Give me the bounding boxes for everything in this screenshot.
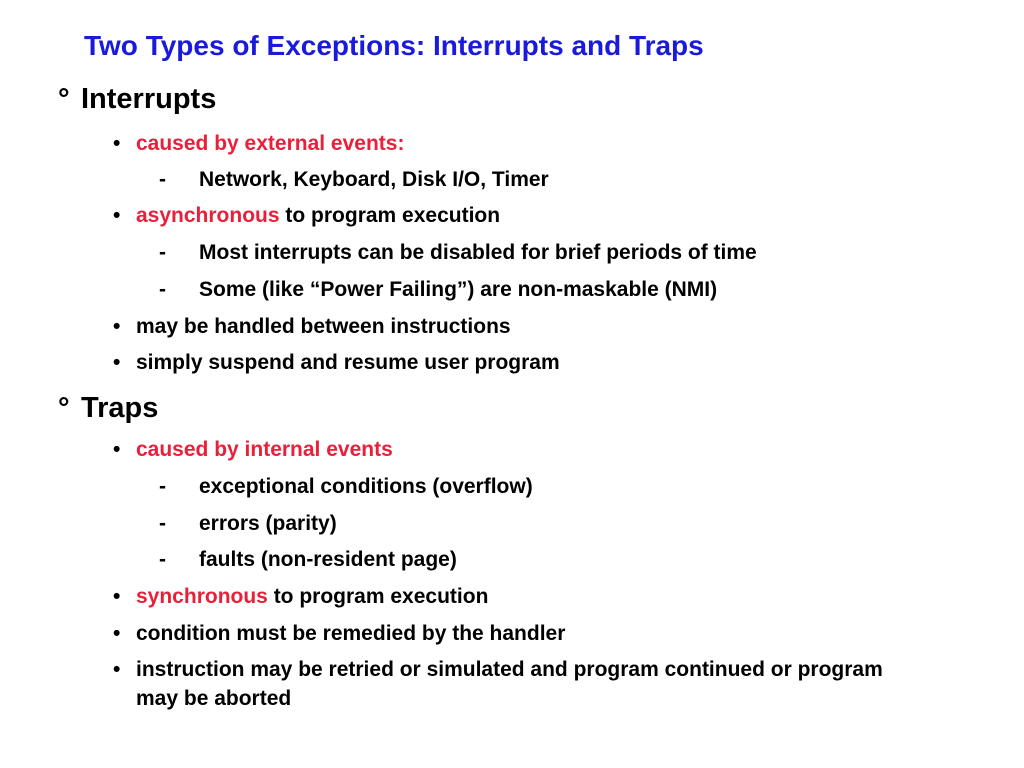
highlight-text: caused by external events: [136, 132, 405, 155]
bullet-marker: • [113, 622, 121, 645]
slide-title: Two Types of Exceptions: Interrupts and Traps [84, 30, 704, 61]
sub-bullet-item [159, 472, 533, 501]
bullet-item [113, 348, 936, 377]
dash-marker: - [159, 475, 166, 498]
dash-marker: - [159, 512, 166, 535]
bullet-marker: • [113, 438, 121, 461]
bullet-item [113, 201, 936, 230]
bullet-marker: • [113, 585, 121, 608]
bullet-text: to program execution [279, 204, 501, 227]
bullet-item [113, 129, 936, 158]
bullet-item [113, 655, 916, 713]
degree-marker: ° [58, 83, 70, 115]
highlight-text: asynchronous [136, 204, 280, 227]
section-heading-traps [58, 390, 158, 426]
section-heading-text: Interrupts [81, 83, 217, 115]
sub-bullet-text: errors (parity) [199, 512, 337, 535]
bullet-marker: • [113, 132, 121, 155]
section-heading-text: Traps [81, 392, 159, 424]
bullet-marker: • [113, 351, 121, 374]
dash-marker: - [159, 241, 166, 264]
sub-bullet-text: Most interrupts can be disabled for brief periods of time [199, 241, 757, 264]
sub-bullet-item [159, 165, 549, 194]
bullet-marker: • [113, 204, 121, 227]
highlight-text: caused by internal events [136, 438, 393, 461]
bullet-marker: • [113, 658, 121, 681]
bullet-item [113, 312, 936, 341]
bullet-item [113, 619, 936, 648]
sub-bullet-text: faults (non-resident page) [199, 548, 457, 571]
sub-bullet-text: Some (like “Power Failing”) are non-maskable (NMI) [199, 278, 718, 301]
sub-bullet-item [159, 275, 717, 304]
bullet-text: to program execution [267, 585, 489, 608]
bullet-text: condition must be remedied by the handler [136, 622, 566, 645]
dash-marker: - [159, 168, 166, 191]
sub-bullet-text: exceptional conditions (overflow) [199, 475, 533, 498]
bullet-text: simply suspend and resume user program [136, 351, 560, 374]
bullet-text: instruction may be retried or simulated and program continued or program may be aborted [136, 658, 883, 710]
sub-bullet-item [159, 545, 457, 574]
sub-bullet-text: Network, Keyboard, Disk I/O, Timer [199, 168, 549, 191]
highlight-text: synchronous [136, 585, 268, 608]
bullet-item [113, 582, 936, 611]
degree-marker: ° [58, 392, 70, 424]
dash-marker: - [159, 548, 166, 571]
bullet-text: may be handled between instructions [136, 315, 511, 338]
dash-marker: - [159, 278, 166, 301]
section-heading-interrupts [58, 81, 216, 117]
bullet-item [113, 435, 936, 464]
sub-bullet-item [159, 509, 337, 538]
sub-bullet-item [159, 238, 757, 267]
bullet-marker: • [113, 315, 121, 338]
